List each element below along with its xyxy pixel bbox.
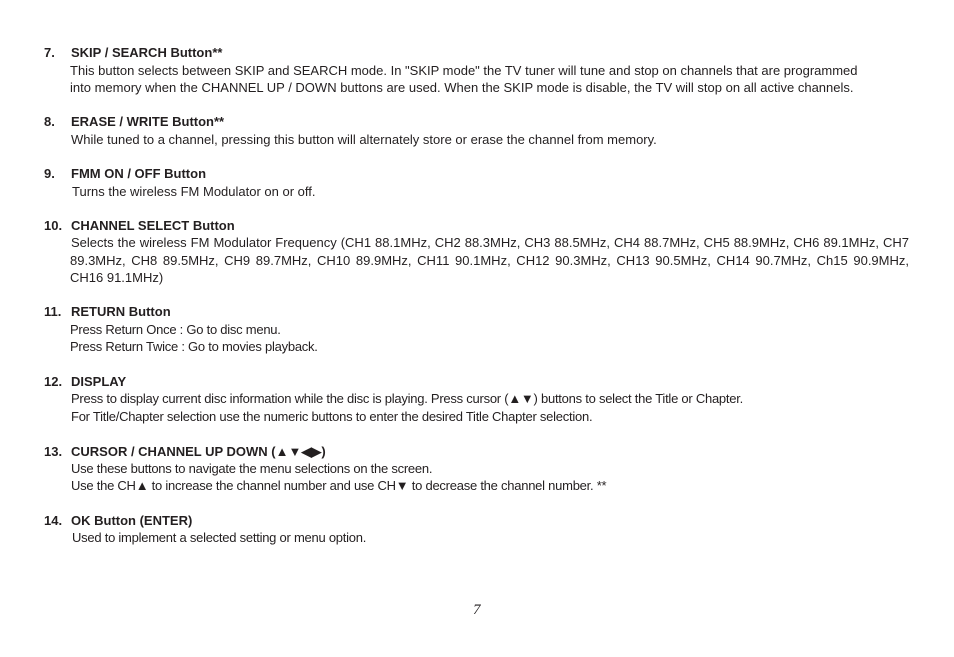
section-title: ERASE / WRITE Button** (71, 114, 225, 129)
section-heading (44, 303, 171, 320)
section-heading (44, 165, 206, 182)
section-title: RETURN Button (71, 304, 171, 319)
section-heading (44, 44, 222, 61)
section-title: DISPLAY (71, 374, 127, 389)
section-title: OK Button (ENTER) (71, 513, 193, 528)
section-heading (44, 217, 235, 234)
section-title: CHANNEL SELECT Button (71, 218, 235, 233)
section-text-line: Press Return Twice : Go to movies playback. (70, 339, 318, 354)
section-title: FMM ON / OFF Button (71, 166, 207, 181)
section-number: 14. (44, 513, 63, 528)
section-text-line: Turns the wireless FM Modulator on or off. (72, 184, 316, 199)
section-number: 12. (44, 374, 63, 389)
section-paragraph: Selects the wireless FM Modulator Frequency (CH1 88.1MHz, CH2 88.3MHz, CH3 88.5MHz, CH4 88.7MHz, CH5 88.9MHz, CH6 89.1MHz, CH7 89.3MHz, CH8 89.5MHz, CH9 89.7MHz, CH10 89.9MHz, CH11 90.1MHz, CH12 90.3MHz, CH13 90.5MHz, CH14 90.7MHz, Ch15 90.9MHz, CH16 91.1MHz) (70, 235, 909, 285)
section-number: 8. (44, 114, 55, 129)
section-heading (44, 113, 224, 130)
section-text-line: While tuned to a channel, pressing this button will alternately store or erase the channel from memory. (71, 132, 657, 147)
section-number: 13. (44, 444, 63, 459)
section-text-line: For Title/Chapter selection use the numeric buttons to enter the desired Title Chapter selection. (71, 409, 593, 424)
section-heading (44, 512, 192, 529)
section-number: 9. (44, 166, 55, 181)
section-text-line: into memory when the CHANNEL UP / DOWN buttons are used. When the SKIP mode is disable, the TV will stop on all active channels. (70, 80, 854, 95)
page-number: 7 (473, 602, 481, 618)
section-title: SKIP / SEARCH Button** (71, 45, 223, 60)
section-text-line: This button selects between SKIP and SEARCH mode. In "SKIP mode" the TV tuner will tune and stop on channels that are programmed (70, 63, 858, 78)
section-text-line: Press to display current disc information while the disc is playing. Press cursor (▲▼) buttons to select the Title or Chapter. (71, 391, 743, 406)
section-text-line: Press Return Once : Go to disc menu. (70, 322, 281, 337)
section-text-line: Use these buttons to navigate the menu selections on the screen. (71, 461, 433, 476)
section-number: 7. (44, 45, 55, 60)
section-heading (44, 443, 326, 460)
section-number: 11. (44, 304, 62, 319)
section-heading (44, 373, 126, 390)
section-text-line: Used to implement a selected setting or menu option. (72, 530, 367, 545)
section-text-line: Use the CH▲ to increase the channel number and use CH▼ to decrease the channel number. ** (71, 478, 607, 493)
section-number: 10. (44, 218, 63, 233)
section-title: CURSOR / CHANNEL UP DOWN (▲▼◀▶) (71, 444, 326, 459)
